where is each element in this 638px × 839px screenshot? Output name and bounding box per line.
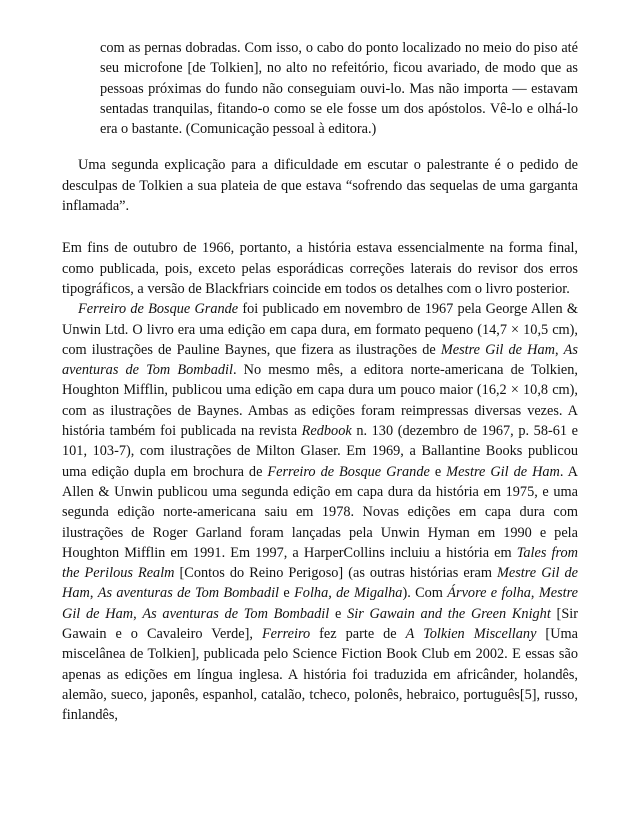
- paragraph-publication-history: [62, 299, 578, 725]
- text-run: . No mesmo mês, a editora norte-americana de Tolkien, Houghton Mifflin, publicou uma edição em capa dura um pouco maior (16,2 × 10,8 cm), com as ilustrações de Baynes. Ambas as edições foram reimpressas diversas vezes. A história também foi publicada na revista: [62, 362, 578, 440]
- book-title: Árvore e folha: [447, 585, 531, 602]
- text-run: ,: [530, 585, 539, 602]
- text-run: [Uma miscelânea de Tolkien], publicada pelo Science Fiction Book Club em 2002. E essas são apenas as edições em língua inglesa. A história foi traduzida em africânder, holandês, alemão, sueco, japonês, espanhol, catalão, tcheco, polonês, hebraico, português[5], russo, finlandês,: [62, 626, 578, 724]
- paragraph-october-1966: [62, 238, 578, 299]
- book-title: As aventuras de Tom Bombadil: [62, 341, 578, 379]
- book-title: Mestre Gil de Ham: [62, 565, 578, 602]
- paragraph-explanation: [62, 155, 578, 216]
- text-run: [Contos do Reino Perigoso] (as outras histórias eram: [174, 565, 497, 582]
- book-title: As aventuras de Tom Bombadil: [97, 585, 280, 602]
- book-title: Mestre Gil de Ham: [62, 585, 578, 622]
- book-title: Ferreiro de Bosque Grande: [78, 301, 239, 318]
- book-title: A Tolkien Miscellany: [405, 626, 537, 643]
- text-run: [Sir Gawain e o Cavaleiro Verde],: [62, 605, 579, 643]
- book-title: Sir Gawain and the Green Knight: [347, 605, 551, 622]
- text-run: e: [429, 463, 447, 480]
- text-run: . A Allen & Unwin publicou uma segunda edição em capa dura da história em 1975, e uma segunda edição norte-americana saiu em 1978. Novas edições em capa dura com ilustrações de Roger Garland foram lançadas pela Unwin Hyman em 1990 e pela Houghton Mifflin em 1991. Em 1997, a HarperCollins incluiu a história em: [62, 463, 578, 561]
- text-run: foi publicado em novembro de 1967 pela George Allen & Unwin Ltd. O livro era uma edição em capa dura, em formato pequeno (14,7 × 10,5 cm), com ilustrações de Pauline Baynes, que fizera as ilustrações de: [62, 301, 578, 358]
- text-run: e: [279, 585, 295, 602]
- book-title: Ferreiro: [261, 626, 311, 643]
- book-title: Mestre Gil de Ham: [446, 463, 560, 480]
- paragraph-october-1966-text: Em fins de outubro de 1966, portanto, a história estava essencialmente na forma final, como publicada, pois, exceto pelas esporádicas correções laterais do revisor dos erros tipográficos, a versão de Blackfriars coincide em todos os detalhes com o livro posterior.: [62, 240, 578, 297]
- text-run: ,: [133, 605, 143, 622]
- book-title: Folha, de Migalha: [294, 585, 403, 602]
- block-quote: [100, 38, 578, 139]
- book-title: As aventuras de Tom Bombadil: [142, 605, 330, 622]
- text-run: fez parte de: [310, 626, 406, 643]
- text-run: ,: [554, 341, 564, 358]
- magazine-title: Redbook: [301, 423, 352, 440]
- book-title: Ferreiro de Bosque Grande: [267, 463, 430, 480]
- book-title: Mestre Gil de Ham: [440, 341, 555, 358]
- text-run: ,: [89, 585, 98, 602]
- block-quote-text: com as pernas dobradas. Com isso, o cabo do ponto localizado no meio do piso até seu microfone [de Tolkien], no alto no refeitório, ficou avariado, de modo que as pessoas próximas do fundo não conseguiam ouvi-lo. Mas não importa — estavam sentadas tranquilas, fitando-o como se ele fosse um dos apóstolos. Vê-lo e olhá-lo era o bastante. (Comunicação pessoal à editora.): [100, 40, 578, 138]
- paragraph-explanation-text: Uma segunda explicação para a dificuldade em escutar o palestrante é o pedido de desculpas de Tolkien a sua plateia de que estava “sofrendo das sequelas de uma garganta inflamada”.: [62, 157, 578, 215]
- text-run: ). Com: [402, 585, 448, 602]
- book-title: Tales from the Perilous Realm: [62, 544, 578, 582]
- text-run: n. 130 (dezembro de 1967, p. 58-61 e 101, 103-7), com ilustrações de Milton Glaser. Em 1969, a Ballantine Books publicou uma edição dupla em brochura de: [62, 423, 578, 480]
- text-run: e: [329, 605, 348, 622]
